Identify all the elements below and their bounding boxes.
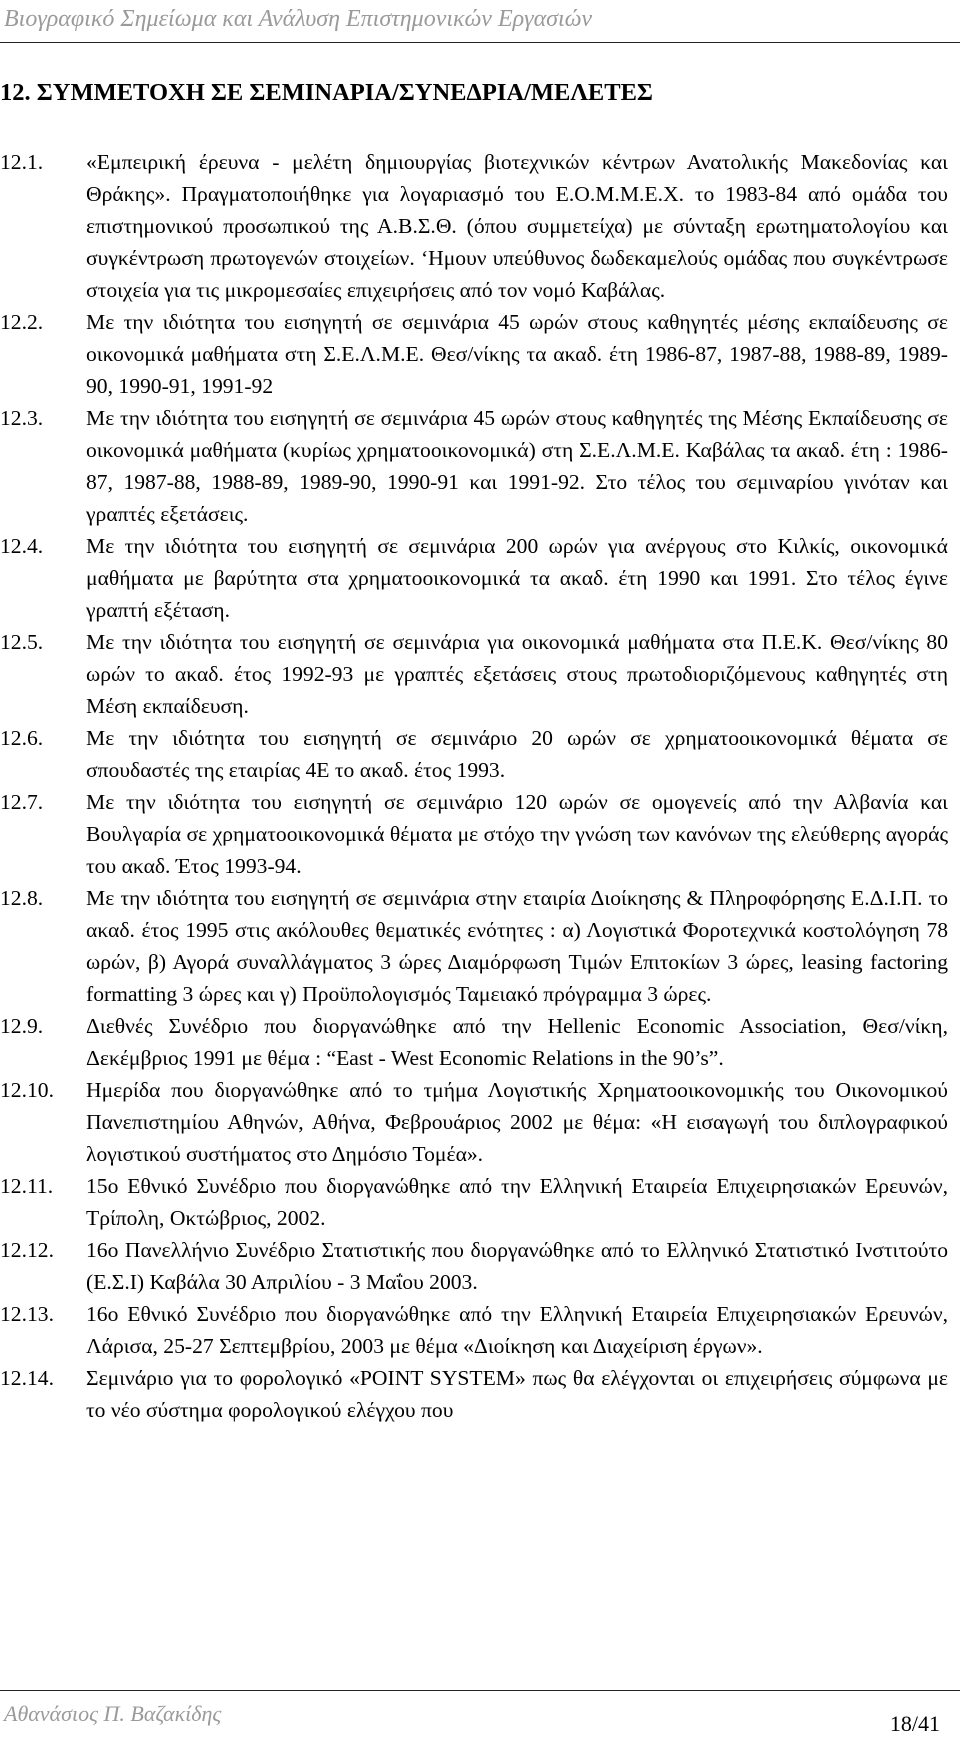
item-number: 12.5. [0,630,44,654]
list-item [0,1298,948,1362]
page-footer [0,1690,960,1740]
item-text: Με την ιδιότητα του εισηγητή σε σεμινάρια 45 ωρών στους καθηγητές της Μέσης Εκπαίδευσης σε οικονομικά μαθήματα (κυρίως χρηματοοικονομικά) στη Σ.Ε.Λ.Μ.Ε. Καβάλας τα ακαδ. έτη : 1986-87, 1987-88, 1988-89, 1989-90, 1990-91 και 1991-92. Στο τέλος του σεμιναρίου γινόταν και γραπτές εξετάσεις. [86,406,948,526]
section-title: 12. ΣΥΜΜΕΤΟΧΗ ΣΕ ΣΕΜΙΝΑΡΙΑ/ΣΥΝΕΔΡΙΑ/ΜΕΛΕΤΕΣ [0,79,653,106]
item-number: 12.6. [0,726,44,750]
list-item [0,1234,948,1298]
item-list [0,146,948,1426]
item-text: Με την ιδιότητα του εισηγητή σε σεμινάρια για οικονομικά μαθήματα στα Π.Ε.Κ. Θεσ/νίκης 80 ωρών το ακαδ. έτος 1992-93 με γραπτές εξετάσεις στους πρωτοδιοριζόμενους καθηγητές στη Μέση εκπαίδευση. [86,630,948,718]
list-item [0,146,948,306]
list-item [0,402,948,530]
item-text: Με την ιδιότητα του εισηγητή σε σεμινάριο 20 ωρών σε χρηματοοικονομικά θέματα σε σπουδαστές της εταιρίας 4Ε το ακαδ. έτος 1993. [86,726,948,782]
item-number: 12.13. [0,1302,54,1326]
item-text: 16ο Πανελλήνιο Συνέδριο Στατιστικής που διοργανώθηκε από το Ελληνικό Στατιστικό Ινστιτούτο (Ε.Σ.Ι) Καβάλα 30 Απριλίου - 3 Μαΐου 2003. [86,1238,948,1294]
item-number: 12.9. [0,1014,44,1038]
item-number: 12.12. [0,1238,54,1262]
item-text: «Εμπειρική έρευνα - μελέτη δημιουργίας βιοτεχνικών κέντρων Ανατολικής Μακεδονίας και Θράκης». Πραγματοποιήθηκε για λογαριασμό του Ε.Ο.Μ.Μ.Ε.Χ. το 1983-84 από ομάδα του επιστημονικού προσωπικού της Α.Β.Σ.Θ. (όπου συμμετείχα) με σύνταξη ερωτηματολογίου και συγκέντρωση πρωτογενών στοιχείων. ‘Ημουν υπεύθυνος δωδεκαμελούς ομάδας που συγκέντρωσε στοιχεία για τις μικρομεσαίες επιχειρήσεις από τον νομό Καβάλας. [86,150,948,302]
page-number: 18/41 [889,1711,940,1736]
item-text: Με την ιδιότητα του εισηγητή σε σεμινάριο 120 ωρών σε ομογενείς από την Αλβανία και Βουλγαρία σε χρηματοοικονομικά θέματα με στόχο την γνώση των κανόνων της ελεύθερης αγοράς του ακαδ. Έτος 1993-94. [86,790,948,878]
list-item [0,530,948,626]
item-number: 12.4. [0,534,44,558]
item-text: Με την ιδιότητα του εισηγητή σε σεμινάρια 200 ωρών για ανέργους στο Κιλκίς, οικονομικά μαθήματα με βαρύτητα στα χρηματοοικονομικά τα ακαδ. έτη 1990 και 1991. Στο τέλος έγινε γραπτή εξέταση. [86,534,948,622]
item-text: Με την ιδιότητα του εισηγητή σε σεμινάρια στην εταιρία Διοίκησης & Πληροφόρησης Ε.Δ.Ι.Π. το ακαδ. έτος 1995 στις ακόλουθες θεματικές ενότητες : α) Λογιστικά Φοροτεχνικά κοστολόγηση 78 ωρών, β) Αγορά συναλλάγματος 3 ώρες Διαμόρφωση Τιμών Επιτοκίων 3 ώρες, leasing factoring formatting 3 ώρες και γ) Προϋπολογισμός Ταμειακό πρόγραμμα 3 ώρες. [86,886,948,1006]
item-number: 12.2. [0,310,44,334]
footer-author: Αθανάσιος Π. Βαζακίδης [4,1701,222,1726]
header-title: Βιογραφικό Σημείωμα και Ανάλυση Επιστημονικών Εργασιών [4,6,593,32]
item-text: 15ο Εθνικό Συνέδριο που διοργανώθηκε από την Ελληνική Εταιρεία Επιχειρησιακών Ερευνών, Τρίπολη, Οκτώβριος, 2002. [86,1174,948,1230]
list-item [0,1362,948,1426]
list-item [0,626,948,722]
list-item [0,722,948,786]
item-number: 12.1. [0,150,44,174]
item-text: Σεμινάριο για το φορολογικό «POINT SYSTEM» πως θα ελέγχονται οι επιχειρήσεις σύμφωνα με το νέο σύστημα φορολογικού ελέγχου που [86,1366,948,1422]
list-item [0,1074,948,1170]
item-text: Διεθνές Συνέδριο που διοργανώθηκε από την Hellenic Economic Association, Θεσ/νίκη, Δεκέμβριος 1991 με θέμα : “East - West Economic Relations in the 90’s”. [86,1014,948,1070]
list-item [0,786,948,882]
item-number: 12.11. [0,1174,54,1198]
item-number: 12.3. [0,406,44,430]
item-number: 12.8. [0,886,44,910]
list-item [0,882,948,1010]
item-text: Με την ιδιότητα του εισηγητή σε σεμινάρια 45 ωρών στους καθηγητές μέσης εκπαίδευσης σε οικονομικά μαθήματα στη Σ.Ε.Λ.Μ.Ε. Θεσ/νίκης τα ακαδ. έτη 1986-87, 1987-88, 1988-89, 1989-90, 1990-91, 1991-92 [86,310,948,398]
item-number: 12.14. [0,1366,54,1390]
item-number: 12.7. [0,790,44,814]
item-text: Ημερίδα που διοργανώθηκε από το τμήμα Λογιστικής Χρηματοοικονομικής του Οικονομικού Πανεπιστημίου Αθηνών, Αθήνα, Φεβρουάριος 2002 με θέμα: «Η εισαγωγή του διπλογραφικού λογιστικού συστήματος στο Δημόσιο Τομέα». [86,1078,948,1166]
list-item [0,1010,948,1074]
item-text: 16ο Εθνικό Συνέδριο που διοργανώθηκε από την Ελληνική Εταιρεία Επιχειρησιακών Ερευνών, Λάρισα, 25-27 Σεπτεμβρίου, 2003 με θέμα «Διοίκηση και Διαχείριση έργων». [86,1302,948,1358]
list-item [0,306,948,402]
list-item [0,1170,948,1234]
item-number: 12.10. [0,1078,54,1102]
page-header [0,2,960,43]
